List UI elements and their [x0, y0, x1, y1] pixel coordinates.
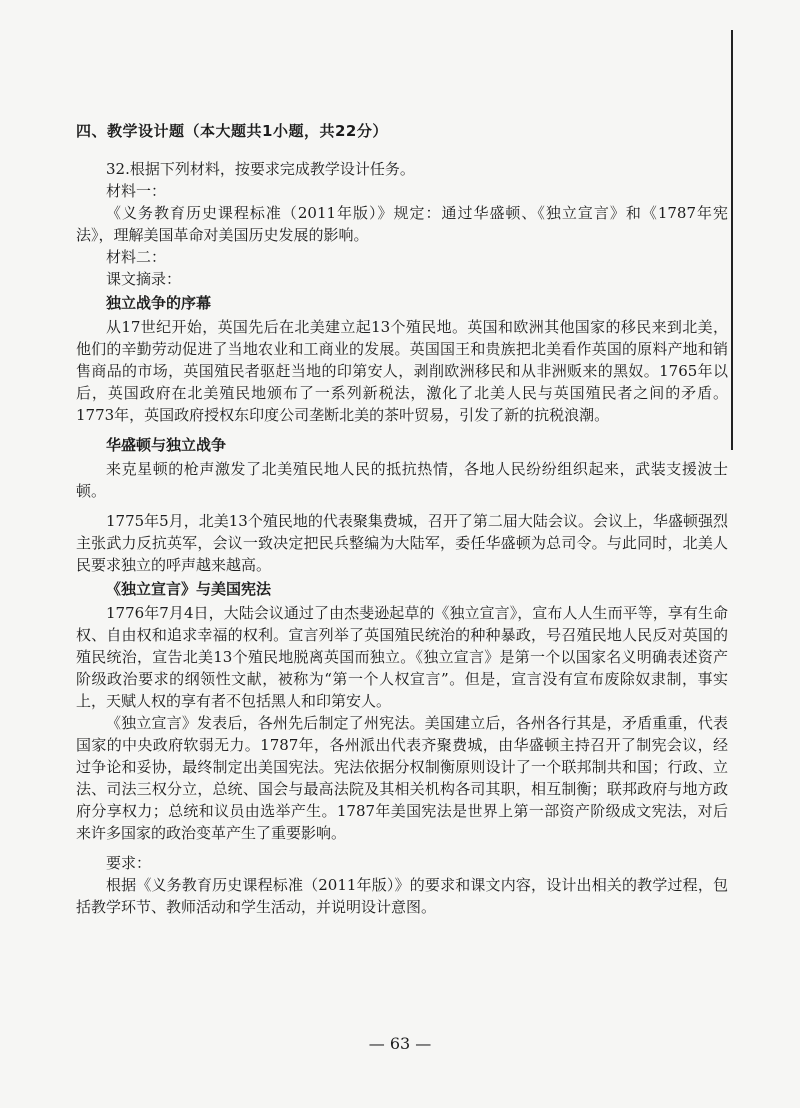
paragraph: 从17世纪开始，英国先后在北美建立起13个殖民地。英国和欧洲其他国家的移民来到北美，他们的辛勤劳动促进了当地农业和工商业的发展。英国国王和贵族把北美看作英国的原料产地和销售商品的市场，英国殖民者驱赶当地的印第安人，剥削欧洲移民和从非洲贩来的黑奴。1765年以后，英国政府在北美殖民地颁布了一系列新税法，激化了北美人民与英国殖民者之间的矛盾。1773年，英国政府授权东印度公司垄断北美的茶叶贸易，引发了新的抗税浪潮。: [76, 318, 728, 424]
requirement-text: 根据《义务教育历史课程标准（2011年版）》的要求和课文内容，设计出相关的教学过程，包括教学环节、教师活动和学生活动，并说明设计意图。: [76, 876, 728, 916]
scan-edge-line: [731, 30, 733, 450]
material2-label: 材料二：: [106, 248, 167, 266]
excerpt-label: 课文摘录：: [106, 270, 182, 288]
question-stem: 32.根据下列材料，按要求完成教学设计任务。: [106, 160, 415, 178]
requirement-label: 要求：: [106, 854, 152, 872]
section-heading: 独立战争的序幕: [106, 294, 212, 312]
section-title: 四、教学设计题（本大题共1小题，共22分）: [76, 122, 388, 140]
paragraph: 来克星顿的枪声激发了北美殖民地人民的抵抗热情，各地人民纷纷组织起来，武装支援波士顿。: [76, 460, 728, 500]
paragraph: 《独立宣言》发表后，各州先后制定了州宪法。美国建立后，各州各行其是，矛盾重重，代表国家的中央政府软弱无力。1787年，各州派出代表齐聚费城，由华盛顿主持召开了制宪会议，经过争论和妥协，最终制定出美国宪法。宪法依据分权制衡原则设计了一个联邦制共和国；行政、立法、司法三权分立，总统、国会与最高法院及其相关机构各司其职，相互制衡；联邦政府与地方政府分享权力；总统和议员由选举产生。1787年美国宪法是世界上第一部资产阶级成文宪法，对后来许多国家的政治变革产生了重要影响。: [76, 714, 728, 842]
page-number: — 63 —: [368, 1034, 432, 1053]
material1-label: 材料一：: [106, 182, 167, 200]
section-heading: 《独立宣言》与美国宪法: [106, 580, 272, 598]
paragraph: 1775年5月，北美13个殖民地的代表聚集费城，召开了第二届大陆会议。会议上，华盛顿强烈主张武力反抗英军，会议一致决定把民兵整编为大陆军，委任华盛顿为总司令。与此同时，北美人民要求独立的呼声越来越高。: [76, 512, 728, 574]
section-heading: 华盛顿与独立战争: [106, 436, 227, 454]
material1-text: 《义务教育历史课程标准（2011年版）》规定：通过华盛顿、《独立宣言》和《1787年宪法》，理解美国革命对美国历史发展的影响。: [76, 204, 728, 244]
page-content: [76, 120, 728, 918]
paragraph: 1776年7月4日，大陆会议通过了由杰斐逊起草的《独立宣言》，宣布人人生而平等，享有生命权、自由权和追求幸福的权利。宣言列举了英国殖民统治的种种暴政，号召殖民地人民反对英国的殖民统治，宣告北美13个殖民地脱离英国而独立。《独立宣言》是第一个以国家名义明确表述资产阶级政治要求的纲领性文献，被称为“第一个人权宣言”。但是，宣言没有宣布废除奴隶制，事实上，天赋人权的享有者不包括黑人和印第安人。: [76, 604, 728, 710]
